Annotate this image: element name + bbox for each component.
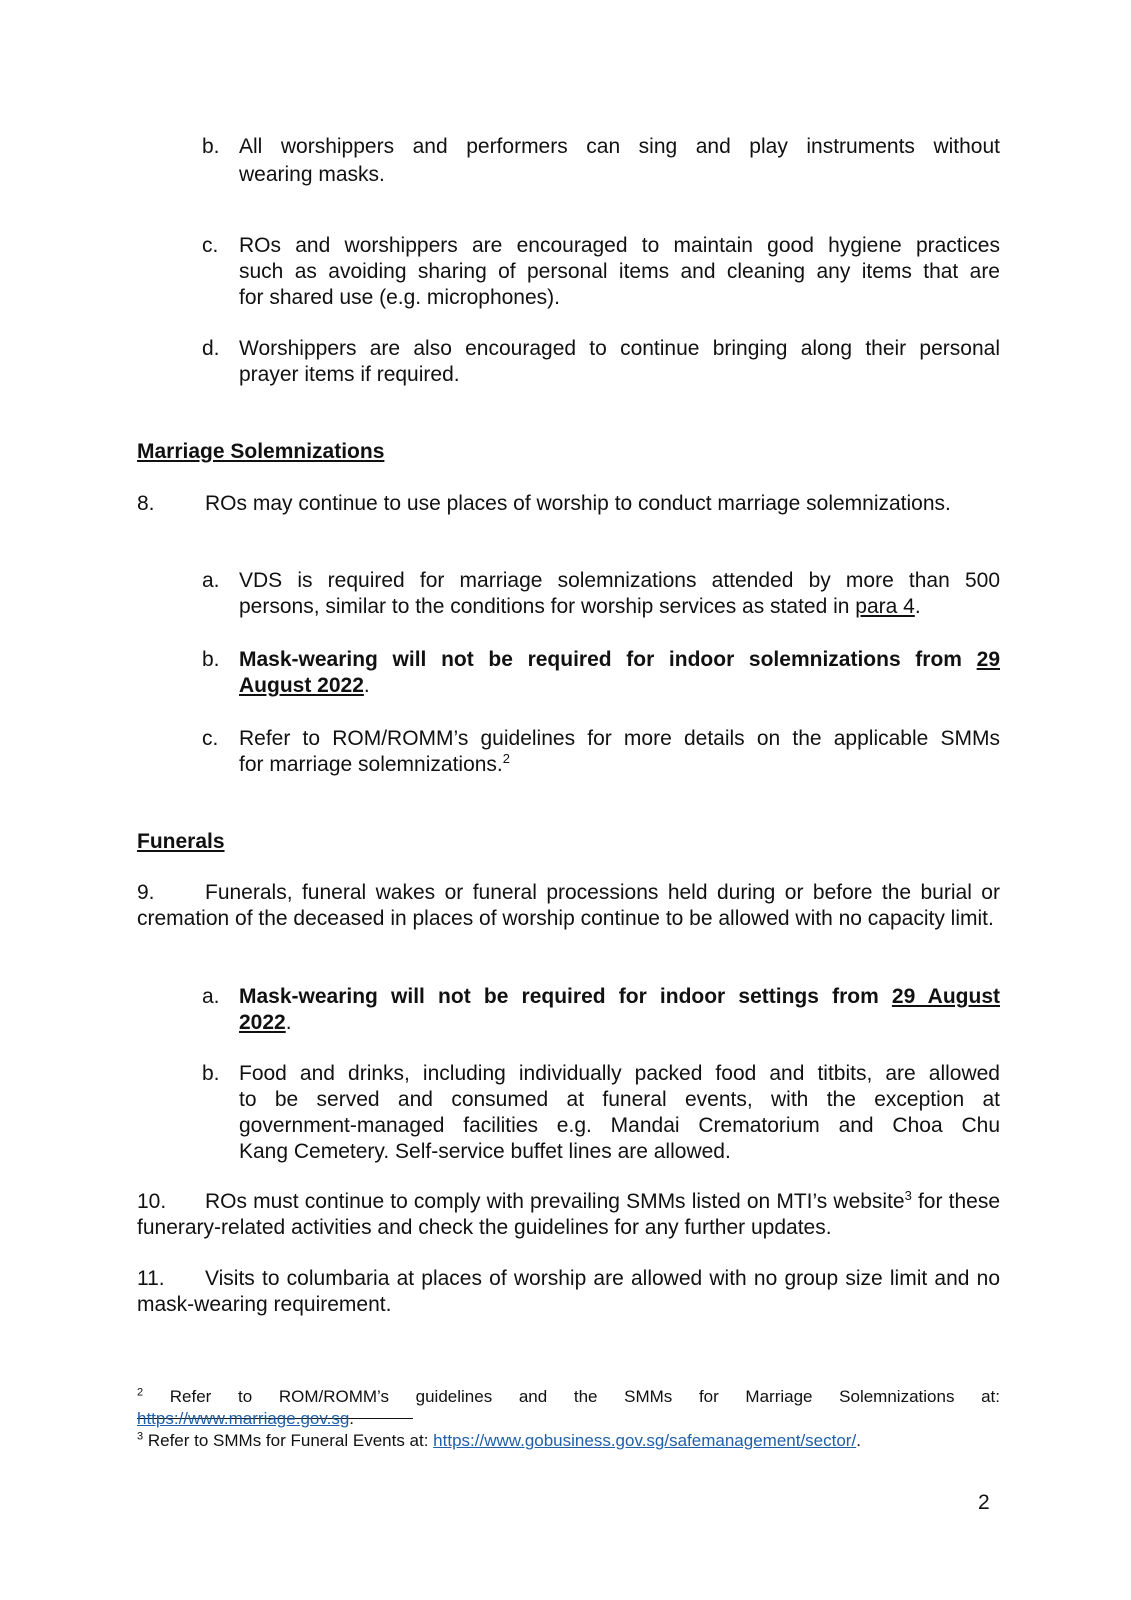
item-text-line: for shared use (e.g. microphones). [239,286,560,309]
item-text-line [239,752,1000,778]
item-text-line [239,673,1000,699]
item-text-line: ROs and worshippers are encouraged to maintain good hygiene practices [239,234,1000,257]
paragraph-line [137,1190,942,1213]
item-text: for marriage solemnizations. [239,753,503,776]
paragraph-line [137,1267,927,1290]
item-text-line: Refer to ROM/ROMM’s guidelines for more details on the applicable SMMs [239,727,1000,750]
footnote-link[interactable]: https://www.gobusiness.gov.sg/safemanagement/sector/ [433,1431,857,1450]
funerals-item-b [202,1061,1000,1165]
paragraph-10 [137,1189,1000,1241]
item-text-line: such as avoiding sharing of personal items and cleaning any items that are [239,260,1000,283]
paragraph-line [137,492,800,515]
paragraph-line: and no mask-wearing requirement. [137,1267,1001,1316]
date-text: 29 [976,648,1000,671]
footnote-text: Refer to SMMs for Funeral Events at: [143,1431,434,1450]
footnote-ref-3: 3 [904,1188,912,1203]
paragraph-number: 10. [137,1190,167,1213]
item-marker: b. [202,1062,220,1085]
marriage-item-a [202,568,1000,620]
paragraph-text: Funerals, funeral wakes or funeral processions held during or before the burial [205,881,972,904]
paragraph-text: for [911,1190,943,1213]
item-text-line [239,984,1000,1010]
paragraph-text: ROs must continue to comply with prevailing SMMs listed on MTI’s website [205,1190,905,1213]
date-text: August 2022 [239,674,364,697]
item-text-line: government-managed facilities e.g. Mandai Crematorium and Choa Chu [239,1114,1000,1137]
section-heading-marriage: Marriage Solemnizations [137,440,385,463]
item-text-line [239,1010,1000,1036]
paragraph-line: these funerary-related activities and check the guidelines for any further updates. [137,1190,1000,1239]
footnote-text: Refer to ROM/ROMM’s guidelines and the SMMs for Marriage Solemnizations at: [143,1387,1000,1406]
item-text: . [285,1011,292,1034]
item-marker: c. [202,234,219,257]
item-text: . [914,595,921,618]
item-text-line: Kang Cemetery. Self-service buffet lines are allowed. [239,1140,731,1163]
paragraph-line: or cremation of the deceased in places of worship continue to be allowed with no [137,881,1000,930]
item-marker: a. [202,985,220,1008]
item-text-line: Worshippers are also encouraged to continue bringing along their personal [239,337,1000,360]
item-text-line: to be served and consumed at funeral events, with the exception at [239,1088,1000,1111]
date-text: 2022 [239,1011,286,1034]
paragraph-line: capacity limit. [867,907,994,930]
date-text: 29 August [891,985,1000,1008]
paragraph-line [137,881,972,904]
footnote-2 [137,1386,1000,1430]
paragraph-number: 11. [137,1267,165,1290]
footnote-number: 3 [137,1430,144,1443]
paragraph-line: solemnizations. [806,492,951,515]
item-text-line: prayer items if required. [239,363,460,386]
paragraph-text: ROs may continue to use places of worship to conduct marriage [205,492,801,515]
item-marker: b. [202,135,220,158]
worship-item-b [202,134,1000,188]
item-text-line: VDS is required for marriage solemnizations attended by more than 500 [239,569,1000,592]
para-4-reference: para 4 [855,595,915,618]
footnote-line [137,1408,1000,1430]
item-marker: c. [202,727,219,750]
item-text-line: Food and drinks, including individually packed food and titbits, are allowed [239,1062,1000,1085]
item-marker: a. [202,569,220,592]
item-text-line: wearing masks. [239,163,385,186]
worship-item-d [202,336,1000,388]
section-heading-funerals: Funerals [137,830,225,853]
item-text-line [239,647,1000,673]
paragraph-number: 8. [137,492,155,515]
paragraph-number: 9. [137,881,155,904]
footnote-3 [137,1430,1000,1452]
footnote-line [137,1430,1000,1452]
page-number: 2 [978,1491,990,1514]
worship-item-c [202,233,1000,311]
paragraph-text: Visits to columbaria at places of worship are allowed with no group size limit [205,1267,928,1290]
paragraph-9 [137,880,1000,932]
item-marker: b. [202,648,220,671]
funerals-item-a [202,984,1000,1036]
item-marker: d. [202,337,220,360]
paragraph-8 [137,491,1000,517]
footnote-link[interactable]: https://www.marriage.gov.sg [137,1409,350,1428]
item-text-line [239,594,1000,620]
footnote-line [137,1386,1000,1408]
item-text: Mask-wearing will not be required for indoor settings from [239,985,892,1008]
footnote-ref-2: 2 [502,751,511,766]
footnote-text: . [856,1431,861,1450]
item-text: Mask-wearing will not be required for indoor solemnizations from [239,648,977,671]
marriage-item-b [202,647,1000,699]
item-text: persons, similar to the conditions for worship services as stated in [239,595,856,618]
footnote-number: 2 [137,1386,144,1399]
paragraph-11 [137,1266,1000,1318]
item-text-line: All worshippers and performers can sing and play instruments without [239,135,1000,158]
item-text: . [363,674,370,697]
footnote-text: . [349,1409,355,1428]
marriage-item-c [202,726,1000,778]
